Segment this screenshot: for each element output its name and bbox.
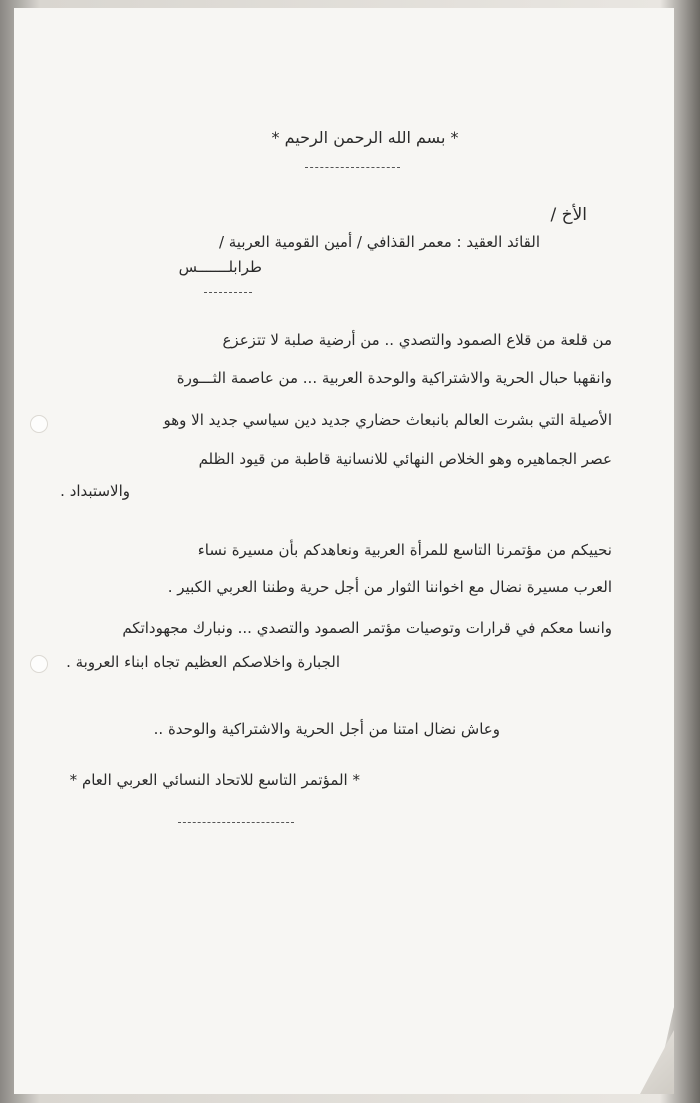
signature: * المؤتمر التاسع للاتحاد النسائي العربي العام * [69,771,360,789]
signature-underline [178,822,294,823]
paragraph-line: العرب مسيرة نضال مع اخواننا الثوار من أجل حرية وطننا العربي الكبير . [167,578,612,596]
paragraph-line: وانسا معكم في قرارات وتوصيات مؤتمر الصمود والتصدي ... ونبارك مجهوداتكم [122,619,612,637]
paragraph-line: من قلعة من قلاع الصمود والتصدي .. من أرضية صلبة لا تتزعزع [222,331,612,349]
salutation: الأخ / [550,205,587,225]
paragraph-line: نحييكم من مؤتمرنا التاسع للمرأة العربية ونعاهدكم بأن مسيرة نساء [197,541,612,559]
paragraph-line: الأصيلة التي بشرت العالم بانبعاث حضاري جديد دين سياسي جديد الا وهو [163,411,612,429]
paragraph-line: عصر الجماهيره وهو الخلاص النهائي للانسانية قاطبة من قيود الظلم [198,450,612,468]
paragraph-line: وانقهبا حبال الحرية والاشتراكية والوحدة العربية ... من عاصمة الثـــورة [176,369,612,387]
document-header: * بسم الله الرحمن الرحيم * [271,128,459,147]
paragraph-line: والاستبداد . [60,482,130,500]
addressee-line: القائد العقيد : معمر القذافي / أمين القومية العربية / [218,233,540,251]
location: طرابلـــــــس [178,258,262,276]
header-underline [305,167,400,168]
paragraph-line: الجبارة واخلاصكم العظيم تجاه ابناء العروبة . [66,653,340,671]
location-underline [204,292,252,293]
closing-line: وعاش نضال امتنا من أجل الحرية والاشتراكية والوحدة .. [153,720,500,738]
punch-hole-icon [30,655,48,673]
punch-hole-icon [30,415,48,433]
